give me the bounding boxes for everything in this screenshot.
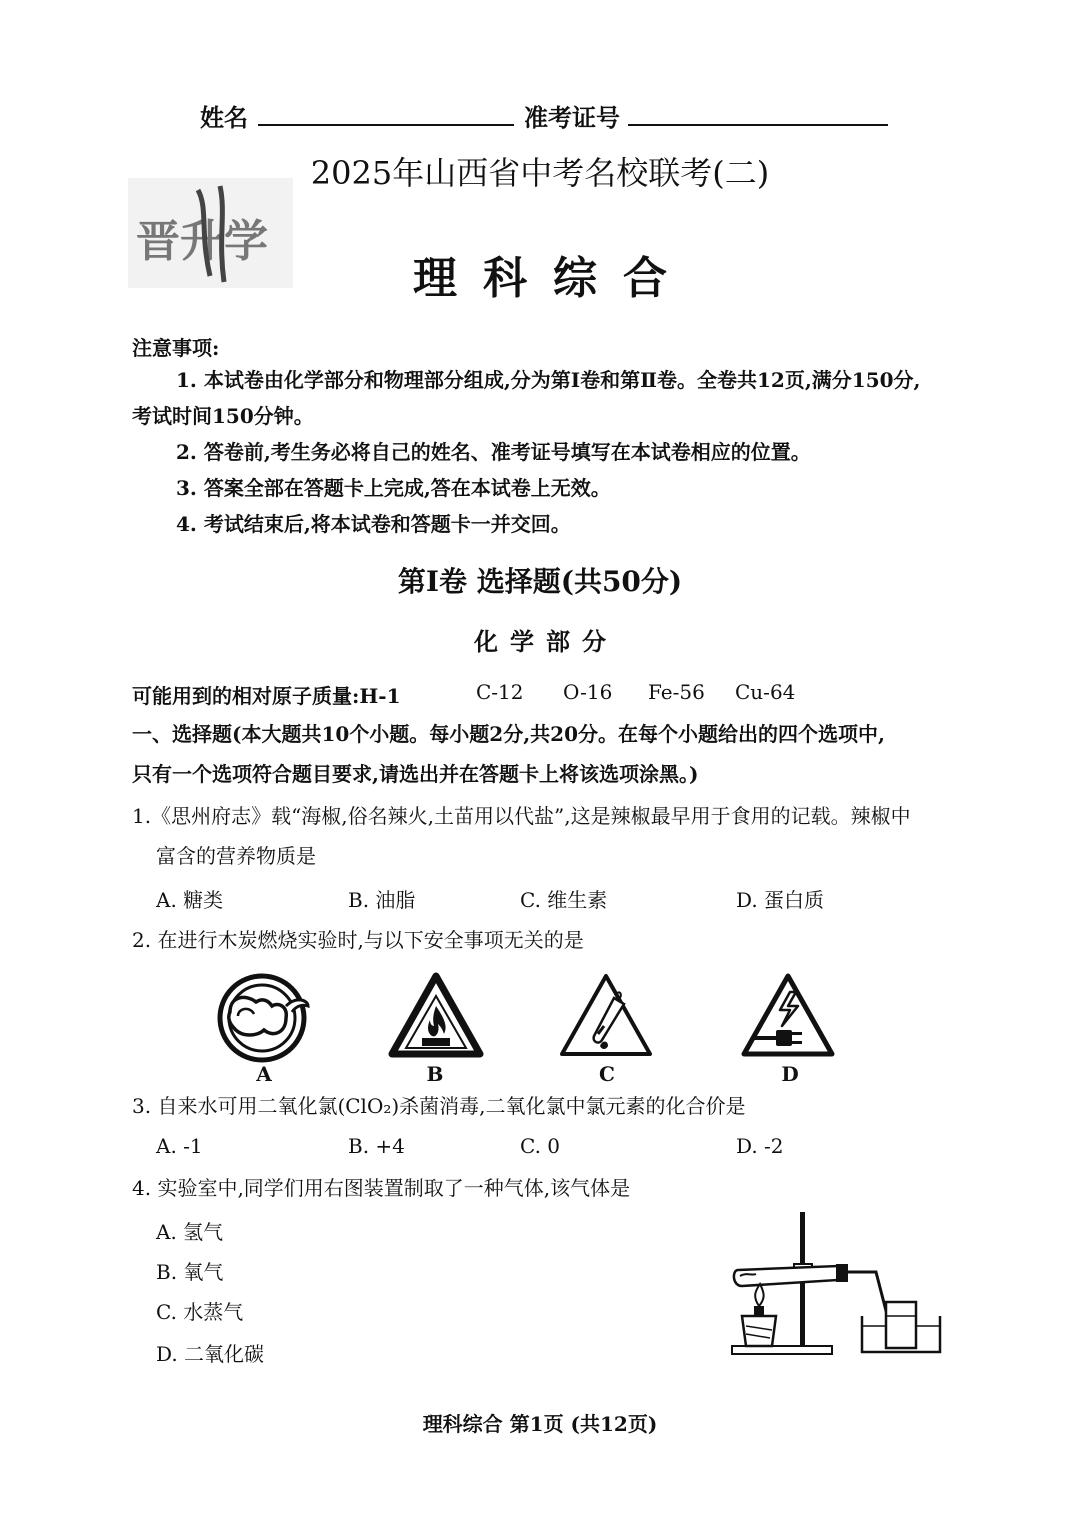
exam-id-label: 准考证号 xyxy=(524,103,620,132)
sign-d-electric[interactable] xyxy=(738,970,838,1062)
notice-item-1: 1. 本试卷由化学部分和物理部分组成,分为第Ⅰ卷和第Ⅱ卷。全卷共12页,满分150分, xyxy=(176,368,921,392)
question-4-option-a[interactable]: A. 氢气 xyxy=(156,1220,224,1244)
name-field[interactable] xyxy=(258,124,514,126)
question-1-option-a[interactable]: A. 糖类 xyxy=(156,888,224,912)
instructions-line-1: 一、选择题(本大题共10个小题。每小题2分,共20分。在每个小题给出的四个选项中, xyxy=(132,722,885,746)
name-label: 姓名 xyxy=(200,103,248,132)
question-3-stem: 3. 自来水可用二氧化氯(ClO₂)杀菌消毒,二氧化氯中氯元素的化合价是 xyxy=(132,1094,746,1118)
notice-item-2: 2. 答卷前,考生务必将自己的姓名、准考证号填写在本试卷相应的位置。 xyxy=(176,440,811,464)
sign-label-a: A xyxy=(256,1062,272,1086)
notice-item-4: 4. 考试结束后,将本试卷和答题卡一并交回。 xyxy=(176,512,571,536)
flame-warning-icon xyxy=(386,970,486,1062)
atomic-mass-label: 可能用到的相对原子质量:H-1 xyxy=(132,684,401,708)
question-3-option-d[interactable]: D. -2 xyxy=(736,1134,784,1158)
sign-b-flammable[interactable] xyxy=(386,970,486,1062)
atomic-mass-item: O-16 xyxy=(563,680,613,704)
sign-c-heating[interactable] xyxy=(556,970,656,1062)
sign-a-goggles[interactable] xyxy=(216,972,312,1064)
question-4-option-c[interactable]: C. 水蒸气 xyxy=(156,1300,244,1324)
question-4-stem: 4. 实验室中,同学们用右图装置制取了一种气体,该气体是 xyxy=(132,1176,631,1200)
question-3-option-b[interactable]: B. +4 xyxy=(348,1134,405,1158)
question-1-option-d[interactable]: D. 蛋白质 xyxy=(736,888,825,912)
question-4-option-b[interactable]: B. 氧气 xyxy=(156,1260,224,1284)
question-1-option-c[interactable]: C. 维生素 xyxy=(520,888,608,912)
test-tube-heating-icon xyxy=(556,970,656,1062)
question-3-option-a[interactable]: A. -1 xyxy=(156,1134,203,1158)
page-footer: 理科综合 第1页 (共12页) xyxy=(422,1412,658,1436)
atomic-mass-item: Cu-64 xyxy=(735,680,796,704)
notice-heading: 注意事项: xyxy=(132,336,220,360)
question-1-option-b[interactable]: B. 油脂 xyxy=(348,888,416,912)
lab-apparatus-icon xyxy=(726,1206,946,1362)
atomic-mass-item: C-12 xyxy=(476,680,524,704)
atomic-mass-item: Fe-56 xyxy=(648,680,705,704)
logo-text: 晋升学 xyxy=(136,216,268,267)
sign-label-b: B xyxy=(426,1062,444,1086)
question-1-stem: 1.《思州府志》载“海椒,俗名辣火,土苗用以代盐”,这是辣椒最早用于食用的记载。辣椒中 xyxy=(132,804,911,828)
question-1-stem-cont: 富含的营养物质是 xyxy=(156,844,316,868)
instructions-line-2: 只有一个选项符合题目要求,请选出并在答题卡上将该选项涂黑。) xyxy=(132,762,699,786)
part-title: 化学部分 xyxy=(474,627,618,656)
gas-apparatus-diagram xyxy=(726,1206,946,1362)
sign-label-d: D xyxy=(781,1062,799,1086)
question-2-stem: 2. 在进行木炭燃烧实验时,与以下安全事项无关的是 xyxy=(132,928,584,952)
electric-plug-icon xyxy=(738,970,838,1062)
section-title: 第Ⅰ卷 选择题(共50分) xyxy=(397,565,683,598)
question-4-option-d[interactable]: D. 二氧化碳 xyxy=(156,1342,265,1366)
exam-id-field[interactable] xyxy=(628,124,888,126)
sign-label-c: C xyxy=(599,1062,615,1086)
question-3-option-c[interactable]: C. 0 xyxy=(520,1134,561,1158)
notice-item-3: 3. 答案全部在答题卡上完成,答在本试卷上无效。 xyxy=(176,476,611,500)
subject-title: 理科综合 xyxy=(413,253,693,304)
notice-item-1-cont: 考试时间150分钟。 xyxy=(132,404,314,428)
goggles-icon xyxy=(216,972,312,1064)
exam-title: 2025年山西省中考名校联考(二) xyxy=(310,154,770,192)
